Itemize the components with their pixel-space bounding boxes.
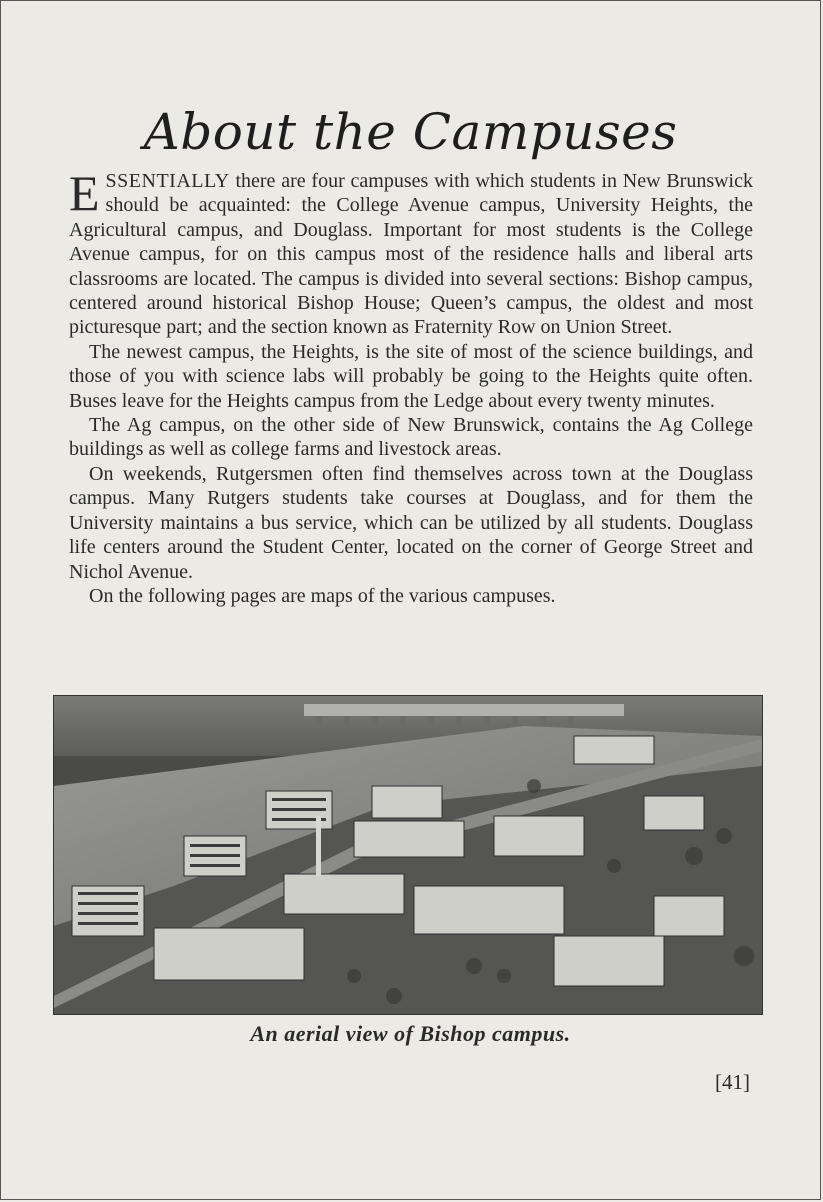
paragraph-4: On weekends, Rutgersmen often find themselves across town at the Douglass campus. Many Rutgers students take courses at Douglass, and for them the University maintains a bus service, which can be utilized by all students. Douglass life centers around the Student Center, located on the corner of George Street and Nichol Avenue.: [69, 462, 753, 583]
paragraph-3: The Ag campus, on the other side of New Brunswick, contains the Ag College buildings as well as college farms and livestock areas.: [69, 414, 753, 461]
page-number: [41]: [715, 1070, 750, 1094]
page-title: About the Campuses: [143, 103, 678, 161]
drop-cap: E: [69, 165, 100, 221]
paragraph-1: [69, 165, 753, 340]
lead-caps: SSENTIALLY: [105, 170, 230, 192]
photo-caption: An aerial view of Bishop campus.: [250, 1021, 571, 1046]
article-body: [69, 165, 753, 608]
paragraph-1-text: there are four campuses with which students in New Brunswick should be acquainted: the College Avenue campus, University Heights, the Agricultural campus, and Douglass. Important for most students is the College Avenue campus, for on this campus most of the residence halls and liberal arts classrooms are located. The campus is divided into several sections: Bishop campus, centered around historical Bishop House; Queen’s campus, the oldest and most picturesque part; and the section known as Fraternity Row on Union Street.: [69, 170, 753, 339]
aerial-photo: [53, 695, 763, 1015]
paragraph-5: On the following pages are maps of the various campuses.: [89, 584, 556, 607]
paragraph-2: The newest campus, the Heights, is the site of most of the science buildings, and those of you with science labs will probably be going to the Heights quite often. Buses leave for the Heights campus from the Ledge about every twenty minutes.: [69, 340, 753, 412]
